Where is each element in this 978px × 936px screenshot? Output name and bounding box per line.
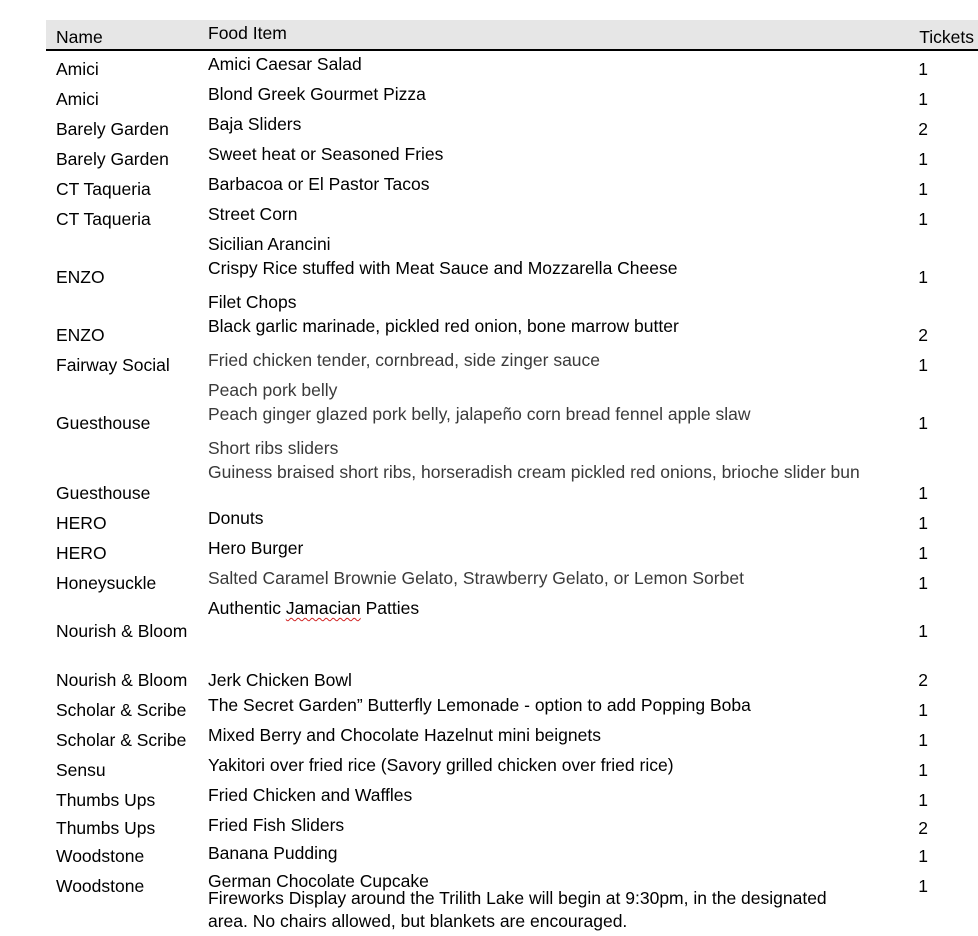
vendor-name: Barely Garden	[56, 119, 169, 139]
vendor-name: Scholar & Scribe	[56, 700, 187, 720]
food-item	[198, 347, 868, 377]
table-row	[46, 201, 978, 231]
ticket-count: 1	[918, 179, 928, 199]
table-header-row	[46, 20, 978, 50]
food-description: Black garlic marinade, pickled red onion, bone marrow butter	[208, 316, 679, 336]
food-title: Filet Chops	[208, 292, 297, 312]
ticket-count: 1	[918, 513, 928, 533]
food-item	[198, 752, 868, 782]
food-title: Sicilian Arancini	[208, 234, 331, 254]
ticket-count: 1	[918, 790, 928, 810]
vendor-name: Thumbs Ups	[56, 790, 156, 810]
food-line: Jerk Chicken Bowl	[208, 670, 352, 690]
vendor-name: CT Taqueria	[56, 209, 151, 229]
vendor-name: ENZO	[56, 325, 105, 345]
food-line: Donuts	[208, 508, 264, 528]
ticket-count: 1	[918, 355, 928, 375]
table-row	[46, 752, 978, 782]
vendor-name: Nourish & Bloom	[56, 621, 188, 641]
table-row	[46, 782, 978, 812]
ticket-count: 2	[918, 325, 928, 345]
ticket-count: 2	[918, 818, 928, 838]
food-item	[198, 840, 868, 868]
ticket-count: 1	[918, 730, 928, 750]
food-description: Peach ginger glazed pork belly, jalapeño corn bread fennel apple slaw	[208, 404, 751, 424]
table-row	[46, 643, 978, 692]
vendor-name: Scholar & Scribe	[56, 730, 187, 750]
ticket-count: 1	[918, 543, 928, 563]
vendor-name: ENZO	[56, 267, 105, 287]
vendor-name: Guesthouse	[56, 483, 151, 503]
vendor-name: Sensu	[56, 760, 106, 780]
ticket-count: 1	[918, 483, 928, 503]
ticket-count: 1	[918, 209, 928, 229]
food-line: Street Corn	[208, 204, 298, 224]
vendor-name: Woodstone	[56, 846, 145, 866]
food-title: Peach pork belly	[208, 380, 338, 400]
food-item	[198, 201, 868, 231]
food-line: Mixed Berry and Chocolate Hazelnut mini beignets	[208, 725, 601, 745]
food-line: Fried Chicken and Waffles	[208, 785, 413, 805]
vendor-name: CT Taqueria	[56, 179, 151, 199]
food-line: Fried chicken tender, cornbread, side zinger sauce	[208, 350, 601, 370]
table-row	[46, 505, 978, 535]
vendor-name: Amici	[56, 59, 99, 79]
food-item	[198, 565, 868, 595]
vendor-name: Guesthouse	[56, 413, 151, 433]
table-row	[46, 289, 978, 347]
vendor-name: Woodstone	[56, 876, 145, 896]
table-row	[46, 535, 978, 565]
food-line: The Secret Garden” Butterfly Lemonade - option to add Popping Boba	[208, 695, 751, 715]
table-row	[46, 81, 978, 111]
table-row	[46, 435, 978, 505]
food-item	[198, 812, 868, 840]
food-title: Short ribs sliders	[208, 438, 339, 458]
fireworks-note: Fireworks Display around the Trilith Lake will begin at 9:30pm, in the designated area. No chairs allowed, but blankets are encouraged.	[208, 888, 827, 931]
table-row	[46, 231, 978, 289]
vendor-name: HERO	[56, 543, 107, 563]
table-row	[46, 692, 978, 722]
food-text: Authentic	[208, 598, 286, 618]
food-line: Blond Greek Gourmet Pizza	[208, 84, 426, 104]
food-line: Salted Caramel Brownie Gelato, Strawberry Gelato, or Lemon Sorbet	[208, 568, 744, 588]
header-name: Name	[46, 20, 198, 50]
table-row	[46, 50, 978, 81]
food-line: Baja Sliders	[208, 114, 302, 134]
header-tickets: Tickets	[868, 20, 978, 50]
food-item	[198, 435, 868, 505]
vendor-name: HERO	[56, 513, 107, 533]
spellcheck-flagged-word: Jamacian	[285, 598, 361, 618]
table-row	[46, 812, 978, 840]
food-item	[198, 535, 868, 565]
vendor-name: Fairway Social	[56, 355, 170, 375]
vendor-name: Barely Garden	[56, 149, 169, 169]
ticket-count: 2	[918, 670, 928, 690]
food-item	[198, 231, 868, 289]
food-item	[198, 141, 868, 171]
food-line: Amici Caesar Salad	[208, 54, 362, 74]
food-line: Sweet heat or Seasoned Fries	[208, 144, 444, 164]
ticket-count: 1	[918, 149, 928, 169]
food-item	[198, 722, 868, 752]
food-text: Patties	[360, 598, 420, 618]
food-line: German Chocolate Cupcake	[208, 871, 429, 891]
vendor-name: Honeysuckle	[56, 573, 157, 593]
ticket-count: 2	[918, 119, 928, 139]
food-item	[198, 377, 868, 435]
table-row	[46, 111, 978, 141]
ticket-count: 1	[918, 621, 928, 641]
food-item	[198, 111, 868, 141]
food-description: Crispy Rice stuffed with Meat Sauce and Mozzarella Cheese	[208, 258, 678, 278]
food-vendor-table	[46, 20, 978, 898]
table-row	[46, 722, 978, 752]
food-line: Banana Pudding	[208, 843, 338, 863]
ticket-count: 1	[918, 846, 928, 866]
food-item	[198, 505, 868, 535]
food-item	[198, 692, 868, 722]
ticket-count: 1	[918, 89, 928, 109]
ticket-count: 1	[918, 413, 928, 433]
table-row	[46, 377, 978, 435]
food-line: Hero Burger	[208, 538, 304, 558]
vendor-name: Amici	[56, 89, 99, 109]
vendor-name: Nourish & Bloom	[56, 670, 188, 690]
table-row	[46, 171, 978, 201]
ticket-count: 1	[918, 267, 928, 287]
table-row	[46, 595, 978, 643]
table-row	[46, 565, 978, 595]
food-description: Guiness braised short ribs, horseradish cream pickled red onions, brioche slider bun	[208, 462, 860, 482]
food-line: Fried Fish Sliders	[208, 815, 345, 835]
food-line: Yakitori over fried rice (Savory grilled chicken over fried rice)	[208, 755, 674, 775]
food-line	[208, 597, 868, 619]
food-item	[198, 782, 868, 812]
food-item	[198, 595, 868, 643]
ticket-count: 1	[918, 876, 928, 896]
food-item	[198, 289, 868, 347]
food-line: Barbacoa or El Pastor Tacos	[208, 174, 430, 194]
ticket-count: 1	[918, 760, 928, 780]
ticket-count: 1	[918, 700, 928, 720]
vendor-name: Thumbs Ups	[56, 818, 156, 838]
header-food-item: Food Item	[198, 20, 868, 50]
ticket-count: 1	[918, 59, 928, 79]
food-item	[198, 643, 868, 692]
table-row	[46, 347, 978, 377]
table-row	[46, 840, 978, 868]
table-row	[46, 141, 978, 171]
ticket-count: 1	[918, 573, 928, 593]
food-item	[198, 81, 868, 111]
food-item	[198, 50, 868, 81]
food-item	[198, 171, 868, 201]
